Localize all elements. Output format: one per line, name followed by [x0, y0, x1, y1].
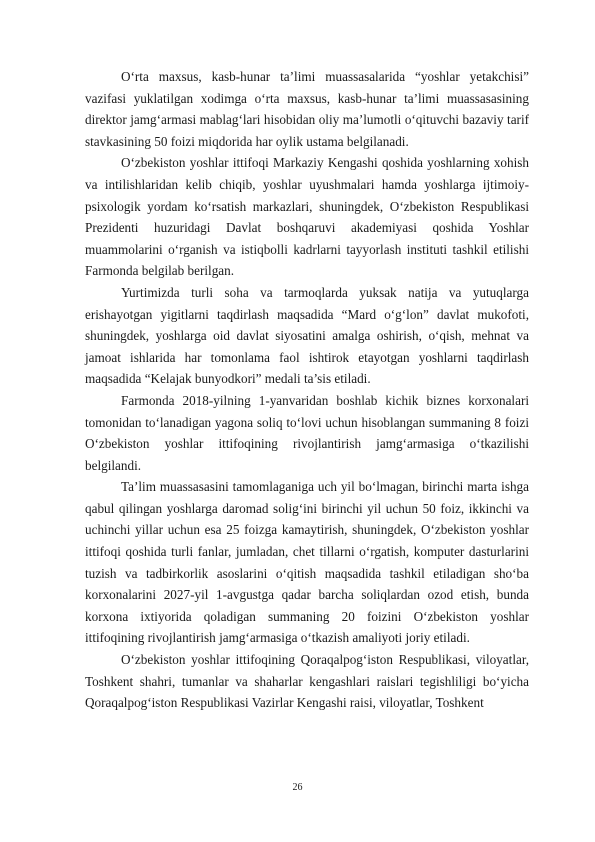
document-body	[85, 66, 529, 714]
paragraph-2: O‘zbekiston yoshlar ittifoqi Markaziy Kengashi qoshida yoshlarning xohish va intilishlaridan kelib chiqib, yoshlar uyushmalari hamda yoshlarga ijtimoiy-psixologik yordam ko‘rsatish markazlari, shuningdek, O‘zbekiston Respublikasi Prezidenti huzuridagi Davlat boshqaruvi akademiyasi qoshida Yoshlar muammolarini o‘rganish va istiqbolli kadrlarni tayyorlash instituti tashkil etilishi Farmonda belgilab berilgan.	[85, 155, 529, 279]
paragraph-5: Ta’lim muassasasini tamomlaganiga uch yil bo‘lmagan, birinchi marta ishga qabul qilingan yoshlarga daromad solig‘ini birinchi yil uchun 50 foiz, ikkinchi va uchinchi yillar uchun esa 25 foizga kamaytirish, shuningdek, O‘zbekiston yoshlar ittifoqi qoshida turli fanlar, jumladan, chet tillarni o‘rgatish, komputer dasturlarini tuzish va tadbirkorlik asoslarini o‘qitish maqsadida tashkil etiladigan sho‘ba korxonalarini 2027-yil 1-avgustga qadar barcha soliqlardan ozod etish, bunda korxona ixtiyorida qoladigan summaning 20 foizini O‘zbekiston yoshlar ittifoqining rivojlantirish jamg‘armasiga o‘tkazish amaliyoti joriy etiladi.	[85, 479, 529, 646]
paragraph-1: O‘rta maxsus, kasb-hunar ta’limi muassasalarida “yoshlar yetakchisi” vazifasi yuklatilgan xodimga o‘rta maxsus, kasb-hunar ta’limi muassasasining direktor jamg‘armasi mablag‘lari hisobidan oliy ma’lumotli o‘qituvchi bazaviy tarif stavkasining 50 foizi miqdorida har oylik ustama belgilanadi.	[85, 69, 529, 149]
paragraph-6: O‘zbekiston yoshlar ittifoqining Qoraqalpog‘iston Respublikasi, viloyatlar, Toshkent shahri, tumanlar va shaharlar kengashlari raislari tegishliligi bo‘yicha Qoraqalpog‘iston Respublikasi Vazirlar Kengashi raisi, viloyatlar, Toshkent	[85, 652, 529, 711]
paragraph-4: Farmonda 2018-yilning 1-yanvaridan boshlab kichik biznes korxonalari tomonidan to‘lanadigan yagona soliq to‘lovi uchun hisoblangan summaning 8 foizi O‘zbekiston yoshlar ittifoqining rivojlantirish jamg‘armasiga o‘tkazilishi belgilandi.	[85, 392, 529, 473]
page-number: 26	[292, 782, 303, 793]
paragraph-3: Yurtimizda turli soha va tarmoqlarda yuksak natija va yutuqlarga erishayotgan yigitlarni taqdirlash maqsadida “Mard o‘g‘lon” davlat mukofoti, shuningdek, yoshlarga oid davlat siyosatini amalga oshirish, o‘qish, mehnat va jamoat ishlarida har tomonlama faol ishtirok etayotgan yoshlarni taqdirlash maqsadida “Kelajak bunyodkori” medali ta’sis etiladi.	[85, 284, 529, 387]
